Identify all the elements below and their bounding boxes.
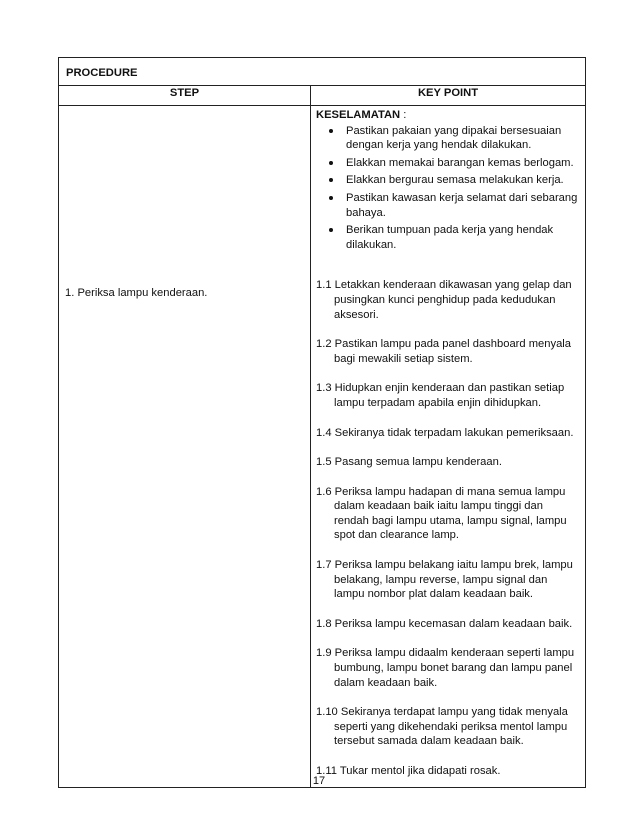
- key-point-item: 1.8 Periksa lampu kecemasan dalam keadaan baik.: [316, 617, 573, 630]
- safety-item: [316, 191, 579, 220]
- table-title: PROCEDURE: [66, 67, 138, 79]
- bullet-icon: [329, 196, 333, 200]
- safety-item: [316, 223, 579, 252]
- key-point-item: 1.7 Periksa lampu belakang iaitu lampu brek, lampu belakang, lampu reverse, lampu signal dan lampu nombor plat dalam keadaan baik.: [316, 559, 573, 601]
- bullet-icon: [329, 161, 333, 165]
- safety-item: [316, 173, 579, 188]
- bullet-icon: [329, 129, 333, 133]
- key-point-list: [316, 278, 579, 778]
- safety-heading: KESELAMATAN: [316, 109, 401, 121]
- key-point-item: 1.9 Periksa lampu didaalm kenderaan seperti lampu bumbung, lampu bonet barang dan lampu panel dalam keadaan baik.: [316, 647, 575, 689]
- safety-item: [316, 124, 579, 153]
- safety-item-text: Elakkan memakai barangan kemas berlogam.: [346, 156, 574, 169]
- safety-list: [316, 124, 579, 253]
- column-header-key-point: KEY POINT: [311, 86, 586, 106]
- key-point-item: 1.3 Hidupkan enjin kenderaan dan pastikan setiap lampu terpadam apabila enjin dihidupkan.: [316, 382, 565, 409]
- table-header-row: [59, 86, 586, 106]
- bullet-icon: [329, 178, 333, 182]
- table-row: [59, 106, 586, 788]
- safety-item: [316, 156, 579, 171]
- step-text: 1. Periksa lampu kenderaan.: [65, 287, 208, 299]
- table-title-cell: [59, 58, 586, 86]
- bullet-icon: [329, 228, 333, 232]
- key-point-item: 1.5 Pasang semua lampu kenderaan.: [316, 456, 502, 469]
- safety-item-text: Pastikan kawasan kerja selamat dari sebarang bahaya.: [346, 191, 578, 219]
- page-number: 17: [312, 775, 326, 787]
- key-point-item: 1.2 Pastikan lampu pada panel dashboard menyala bagi mewakili setiap sistem.: [316, 338, 572, 365]
- step-cell: [59, 106, 311, 788]
- key-point-item: 1.6 Periksa lampu hadapan di mana semua lampu dalam keadaan baik iaitu lampu tinggi dan rendah bagi lampu utama, lampu signal, lampu spot dan clearance lamp.: [316, 485, 567, 542]
- key-point-cell: [311, 106, 586, 788]
- key-point-item: 1.10 Sekiranya terdapat lampu yang tidak menyala seperti yang dikehendaki periksa mentol lampu tersebut samada dalam keadaan baik.: [316, 706, 568, 748]
- table-title-row: [59, 58, 586, 86]
- safety-heading-colon: :: [400, 109, 407, 121]
- key-point-item: 1.4 Sekiranya tidak terpadam lakukan pemeriksaan.: [316, 426, 574, 439]
- safety-block: [316, 108, 579, 252]
- safety-item-text: Berikan tumpuan pada kerja yang hendak dilakukan.: [346, 224, 554, 251]
- procedure-table: [58, 57, 586, 788]
- key-point-item: 1.1 Letakkan kenderaan dikawasan yang gelap dan pusingkan kunci penghidup pada kedudukan aksesori.: [316, 279, 572, 321]
- column-header-step: STEP: [59, 86, 311, 106]
- safety-item-text: Pastikan pakaian yang dipakai bersesuaian dengan kerja yang hendak dilakukan.: [346, 124, 562, 152]
- safety-item-text: Elakkan bergurau semasa melakukan kerja.: [346, 174, 564, 187]
- key-point-item: 1.11 Tukar mentol jika didapati rosak.: [316, 765, 501, 777]
